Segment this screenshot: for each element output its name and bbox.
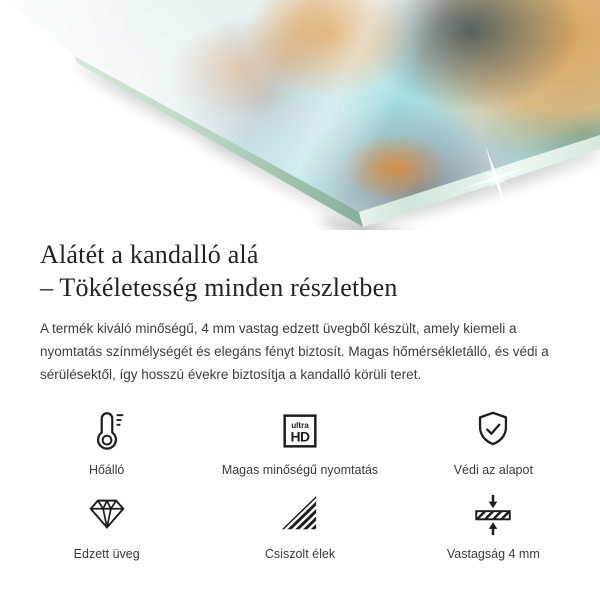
ultra-hd-text-bottom: HD [290, 428, 310, 445]
feature-ultra-hd-print [203, 408, 396, 477]
feature-label: Magas minőségű nyomtatás [221, 463, 379, 477]
sparkle-icon [461, 143, 531, 213]
product-image [0, 0, 600, 230]
features-grid [0, 408, 600, 561]
thermometer-icon [84, 408, 130, 454]
feature-label: Csiszolt élek [264, 547, 336, 561]
feature-heat-resistant [10, 408, 203, 477]
title-line-2: – Tökéletesség minden részletben [40, 273, 398, 302]
ultra-hd-text-top: ultra [291, 421, 309, 431]
feature-thickness [397, 492, 590, 561]
page-title [40, 238, 560, 304]
feature-polished-edges [203, 492, 396, 561]
product-description: A termék kiváló minőségű, 4 mm vastag edzett üvegből készült, amely kiemeli a nyomtatás színmélységét és elegáns fényt biztosít. Magas hőmérsékletálló, és védi a sérülésektől, így hosszú évekre biztosítja a kandalló körüli teret. [40, 321, 549, 382]
feature-label: Hőálló [88, 463, 125, 477]
diamond-icon [84, 492, 130, 538]
feature-tempered-glass [10, 492, 203, 561]
title-line-1: Alátét a kandalló alá [40, 240, 259, 269]
feature-label: Vastagság 4 mm [446, 547, 540, 561]
shield-check-icon [470, 408, 516, 454]
feature-protects-base [397, 408, 590, 477]
feature-label: Edzett üveg [73, 547, 140, 561]
ultra-hd-icon [277, 408, 323, 454]
product-text [0, 238, 600, 386]
thickness-arrows-icon [470, 492, 516, 538]
polished-edges-icon [277, 492, 323, 538]
feature-label: Védi az alapot [453, 463, 533, 477]
